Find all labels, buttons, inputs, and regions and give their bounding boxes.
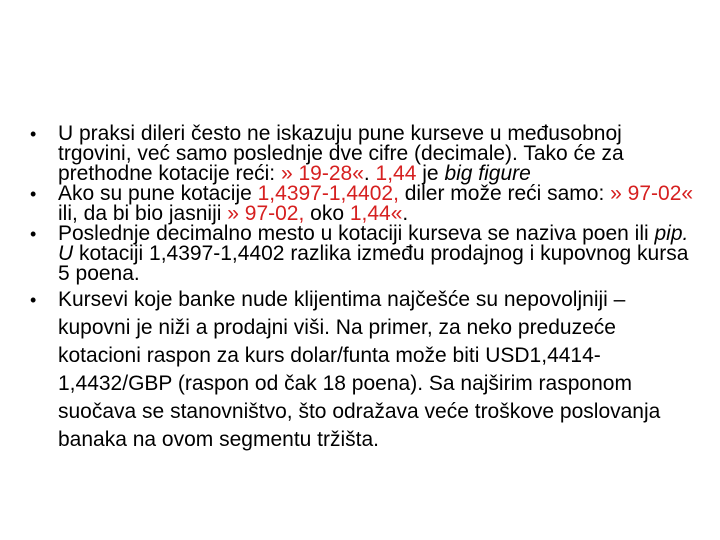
bullet-text-segment: . bbox=[363, 162, 376, 185]
bullet-item bbox=[30, 184, 700, 224]
bullet-list bbox=[30, 124, 700, 454]
bullet-item bbox=[30, 286, 700, 454]
bullet-text-segment: Ako su pune kotacije bbox=[58, 182, 258, 205]
bullet-text-segment: Poslednje decimalno mesto u kotaciji kurseva se naziva poen ili bbox=[58, 222, 655, 245]
bullet-item bbox=[30, 124, 700, 184]
bullet-text-segment: 1,44 bbox=[375, 162, 417, 185]
bullet-text-segment: . bbox=[402, 202, 409, 225]
bullet-dot-icon: • bbox=[30, 184, 37, 204]
bullet-dot-icon: • bbox=[30, 224, 37, 244]
bullet-text-segment: 1,4397-1,4402, bbox=[257, 182, 399, 205]
bullet-text-segment: » 19-28« bbox=[280, 162, 364, 185]
bullet-text-segment: 1,44« bbox=[349, 202, 403, 225]
bullet-text-segment: U praksi dileri često ne iskazuju pune kurseve u međusobnoj trgovini, već samo poslednje dve cifre (decimale). Tako će za prethodne kotacije reći: bbox=[58, 122, 624, 185]
bullet-text-segment: ili, da bi bio jasniji bbox=[58, 202, 228, 225]
bullet-dot-icon: • bbox=[30, 124, 37, 144]
bullet-text-segment: je bbox=[416, 162, 445, 185]
bullet-text-segment: oko bbox=[304, 202, 350, 225]
bullet-text-segment: » 97-02« bbox=[610, 182, 694, 205]
bullet-text-segment: diler može reći samo: bbox=[398, 182, 611, 205]
bullet-text-segment: Kursevi koje banke nude klijentima najčešće su nepovoljniji – kupovni je niži a prodajni viši. Na primer, za neko preduzeće kotacioni raspon za kurs dolar/funta može biti USD1,4414-1,4432/GBP (raspon od čak 18 poena). Sa najširim rasponom suočava se stanovništvo, što odražava veće troškove poslovanja banaka na ovom segmentu tržišta. bbox=[58, 288, 661, 451]
bullet-text-segment: kotaciji 1,4397-1,4402 razlika između prodajnog i kupovnog kursa 5 poena. bbox=[58, 242, 689, 285]
bullet-text-segment: big figure bbox=[444, 162, 531, 185]
bullet-text-segment: » 97-02, bbox=[227, 202, 305, 225]
bullet-item bbox=[30, 224, 700, 284]
bullet-dot-icon: • bbox=[30, 290, 37, 310]
bullet-text-segment: pip. U bbox=[58, 222, 689, 265]
